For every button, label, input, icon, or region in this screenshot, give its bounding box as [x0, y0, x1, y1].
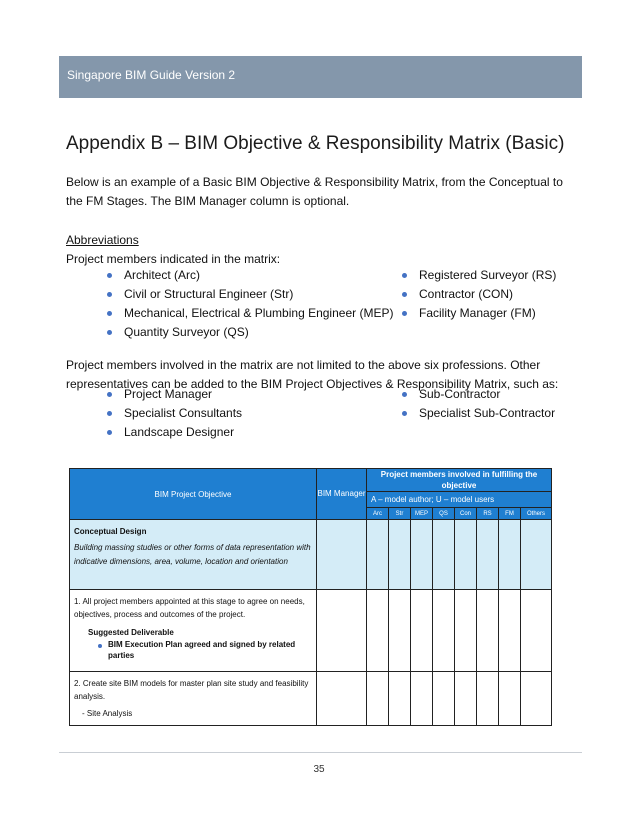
others-line-1: Project members involved in the matrix are not limited to the above six professions. Other [66, 358, 541, 372]
bullet-dot-icon [402, 392, 407, 397]
footer-divider [59, 752, 582, 753]
member-others: Others [521, 508, 552, 520]
row2-cell [70, 672, 317, 726]
bullet-dot-icon [107, 392, 112, 397]
table-row-conceptual [70, 520, 552, 590]
conceptual-cell [70, 520, 317, 590]
col-header-members-title: Project members involved in fulfilling the objective [367, 469, 552, 492]
bullet-dot-icon [402, 411, 407, 416]
bullet-dot-icon [107, 411, 112, 416]
others-line-2: representatives can be added to the BIM Project Objectives & Responsibility Matrix, such as: [66, 377, 559, 391]
member-mep: MEP [411, 508, 433, 520]
member-con: Con [455, 508, 477, 520]
bullet-dot-icon [402, 311, 407, 316]
bullet-dot-icon [107, 273, 112, 278]
bullet-dot-icon [402, 292, 407, 297]
page-title: Appendix B – BIM Objective & Responsibility Matrix (Basic) [66, 133, 565, 154]
row2-sub: - Site Analysis [82, 709, 133, 718]
bullet-dot-icon [402, 273, 407, 278]
bullet-dot-icon [107, 330, 112, 335]
member-arc: Arc [367, 508, 389, 520]
row2-text: 2. Create site BIM models for master plan site study and feasibility analysis. [74, 679, 309, 701]
intro-line-2: the FM Stages. The BIM Manager column is optional. [66, 194, 350, 208]
member-fm: FM [499, 508, 521, 520]
bullet-dot-icon [107, 311, 112, 316]
abbreviations-lead: Project members indicated in the matrix: [66, 252, 281, 266]
header-bar [59, 56, 582, 98]
intro-line-1: Below is an example of a Basic BIM Objective & Responsibility Matrix, from the Conceptual to [66, 175, 563, 189]
conceptual-title: Conceptual Design [74, 527, 147, 536]
member-str: Str [389, 508, 411, 520]
responsibility-matrix [69, 468, 552, 726]
table-row [70, 672, 552, 726]
table-row [70, 590, 552, 672]
bullet-dot-icon [98, 644, 102, 648]
row1-deliverable-item: BIM Execution Plan agreed and signed by related parties [74, 639, 312, 661]
intro-paragraph [66, 173, 563, 211]
conceptual-description: Building massing studies or other forms of data representation with indicative dimensions, area, volume, location and orientation [74, 543, 311, 566]
row1-cell [70, 590, 317, 672]
header-text: Singapore BIM Guide Version 2 [67, 68, 236, 82]
col-header-members-legend: A – model author; U – model users [367, 492, 552, 508]
abbreviations-heading: Abbreviations [66, 233, 139, 247]
bullet-dot-icon [107, 292, 112, 297]
row1-text: 1. All project members appointed at this stage to agree on needs, objectives, process and outcomes of the project. [74, 597, 305, 619]
member-rs: RS [477, 508, 499, 520]
col-header-bim-manager: BIM Manager [317, 469, 367, 520]
member-qs: QS [433, 508, 455, 520]
bullet-dot-icon [107, 430, 112, 435]
row1-deliverable-label: Suggested Deliverable [88, 628, 174, 637]
col-header-objective: BIM Project Objective [70, 469, 317, 520]
page-number: 35 [313, 764, 325, 775]
